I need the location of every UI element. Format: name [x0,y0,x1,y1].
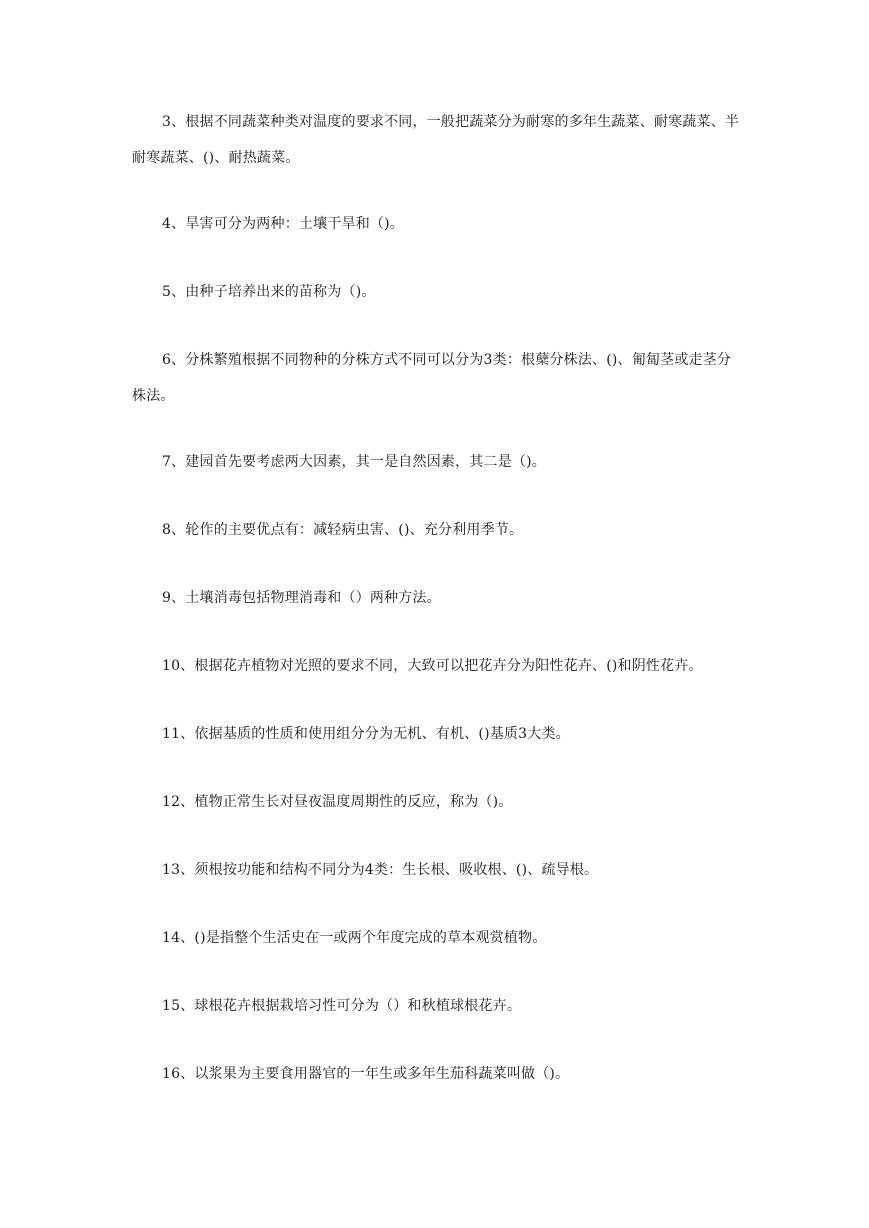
question-6: 6、分株繁殖根据不同物种的分株方式不同可以分为3类：根蘖分株法、()、匍匐茎或走茎分株法。 [132,352,732,404]
question-8: 8、轮作的主要优点有：减轻病虫害、()、充分利用季节。 [162,522,524,538]
question-5: 5、由种子培养出来的苗称为（)。 [162,284,376,300]
question-9: 9、土壤消毒包括物理消毒和（）两种方法。 [162,590,441,606]
question-13: 13、须根按功能和结构不同分为4类：生长根、吸收根、()、疏导根。 [162,862,599,878]
question-11: 11、依据基质的性质和使用组分分为无机、有机、()基质3大类。 [162,726,570,742]
question-10: 10、根据花卉植物对光照的要求不同，大致可以把花卉分为阳性花卉、()和阴性花卉。 [162,658,703,674]
question-3: 3、根据不同蔬菜种类对温度的要求不同，一般把蔬菜分为耐寒的多年生蔬菜、耐寒蔬菜、半耐寒蔬菜、()、耐热蔬菜。 [132,114,740,166]
question-7: 7、建园首先要考虑两大因素，其一是自然因素，其二是（)。 [162,454,546,470]
question-15: 15、球根花卉根据栽培习性可分为（）和秋植球根花卉。 [162,998,522,1014]
question-4: 4、旱害可分为两种：土壤干旱和（)。 [162,216,404,232]
question-14: 14、()是指整个生活史在一或两个年度完成的草本观赏植物。 [162,930,547,946]
question-12: 12、植物正常生长对昼夜温度周期性的反应，称为（)。 [162,794,513,810]
question-16: 16、以浆果为主要食用器官的一年生或多年生茄科蔬菜叫做（)。 [162,1066,570,1082]
